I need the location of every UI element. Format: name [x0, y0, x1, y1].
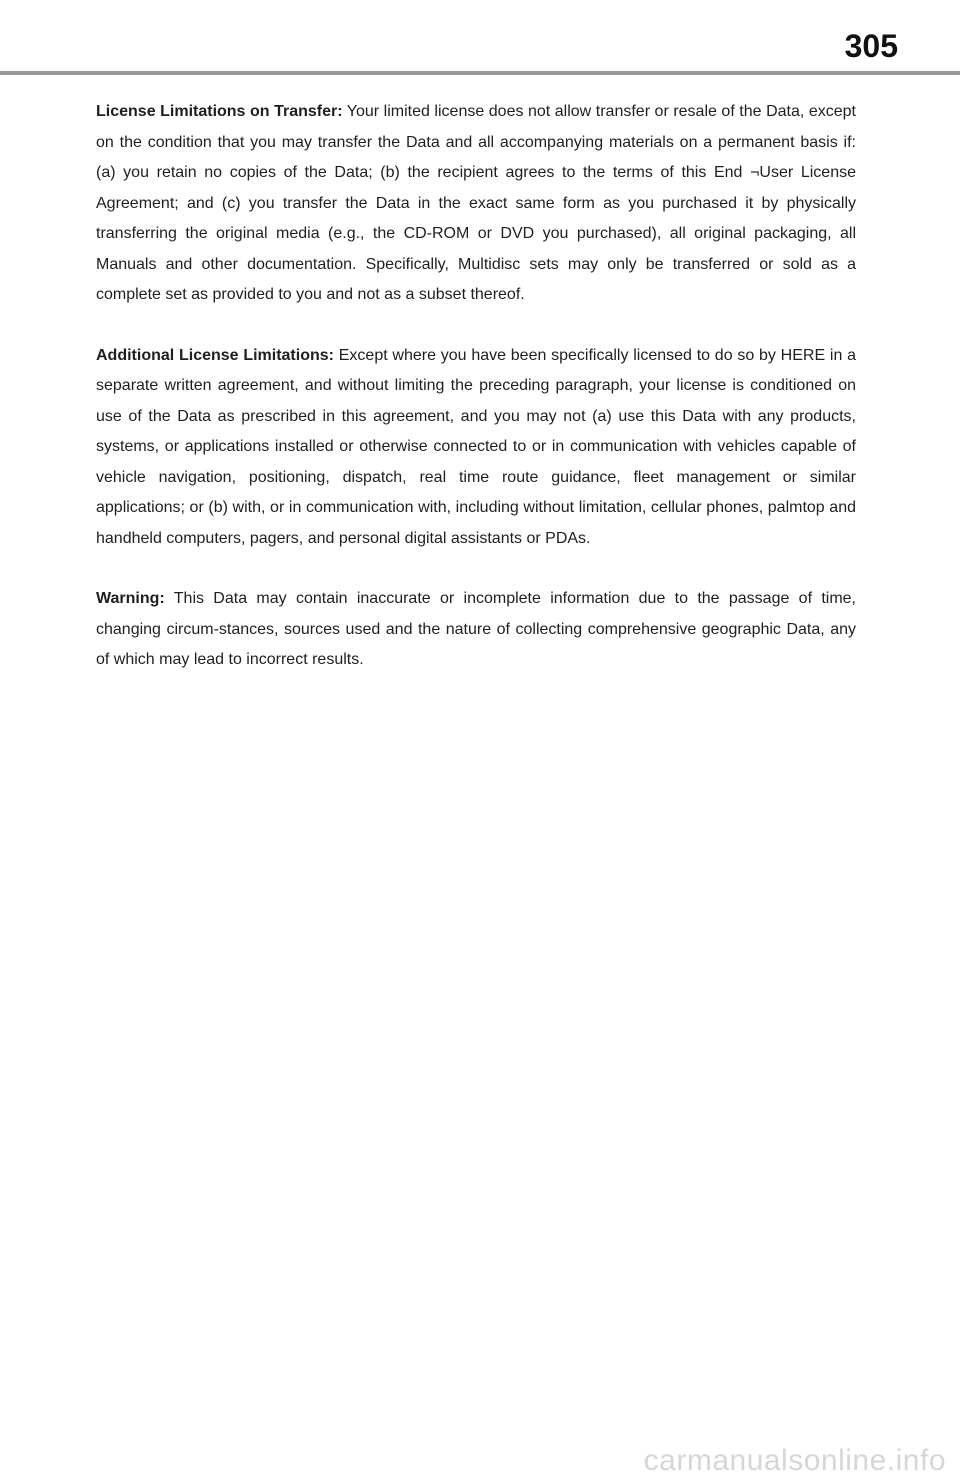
section-body: Your limited license does not allow transfer or resale of the Data, except on the condition that you may transfer the Data and all accompanying materials on a permanent basis if: (a) you retain no copies of the Data; (b) the recipient agrees to the terms of this End ¬User License Agreement; and (c) you transfer the Data in the exact same form as you purchased it by physically transferring the original media (e.g., the CD-ROM or DVD you purchased), all original packaging, all Manuals and other documentation. Specifically, Multidisc sets may only be transferred or sold as a complete set as provided to you and not as a subset thereof.: [96, 103, 856, 303]
section-heading: License Limitations on Transfer:: [96, 103, 343, 120]
document-content: [96, 97, 856, 676]
section-heading: Additional License Limitations:: [96, 346, 334, 364]
watermark: carmanualsonline.info: [643, 1444, 946, 1477]
section-body: Except where you have been specifically licensed to do so by HERE in a separate written agreement, and without limiting the preceding paragraph, your license is conditioned on use of the Data as prescribed in this agreement, and you may not (a) use this Data with any products, systems, or applications installed or otherwise connected to or in communication with vehicles capable of vehicle navigation, positioning, dispatch, real time route guidance, fleet management or similar applications; or (b) with, or in communication with, including without limitation, cellular phones, palmtop and handheld computers, pagers, and personal digital assistants or PDAs.: [96, 346, 856, 547]
section-license-limitations-transfer: [96, 97, 856, 311]
section-heading: Warning:: [96, 590, 165, 607]
section-additional-license-limitations: [96, 341, 856, 555]
section-warning: [96, 584, 856, 676]
page-number: 305: [844, 28, 898, 64]
section-body: This Data may contain inaccurate or incomplete information due to the passage of time, changing circum-stances, sources used and the nature of collecting comprehensive geographic Data, any of which may lead to incorrect results.: [96, 590, 857, 668]
header-rule: [0, 71, 960, 75]
